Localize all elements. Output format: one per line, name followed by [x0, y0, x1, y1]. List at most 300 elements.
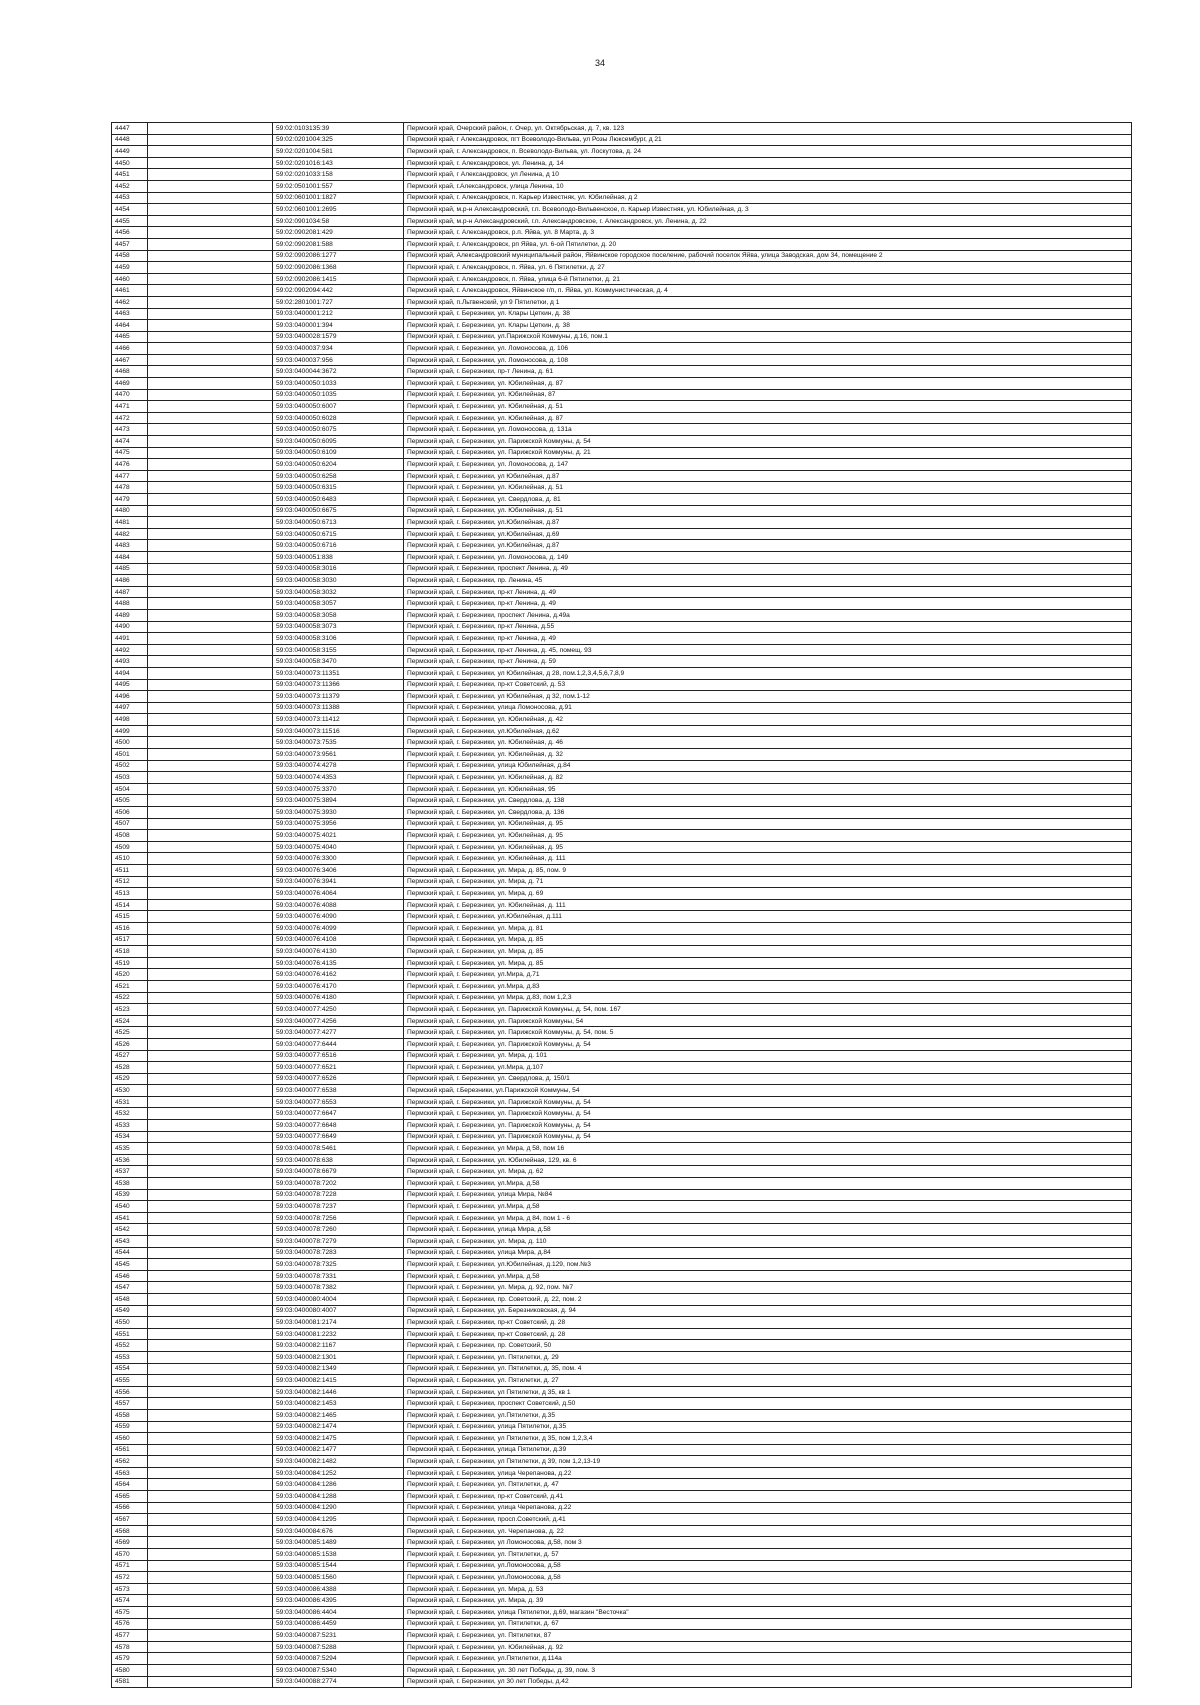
address-cell: Пермский край, г. Березники, пр-кт Ленина, д. 45, помещ. 93: [404, 644, 1132, 656]
address-cell: Пермский край, г. Березники, ул. Пятилетки, д. 35, пом. 4: [404, 1363, 1132, 1375]
address-cell: Пермский край, г. Березники, пр-кт Советский, д. 28: [404, 1328, 1132, 1340]
blank-cell: [148, 1120, 273, 1132]
row-number-cell: 4475: [112, 447, 148, 459]
table-row: [112, 1375, 1132, 1387]
cadastral-number-cell: 59:03:0400086:4395: [273, 1595, 404, 1607]
address-cell: Пермский край, г Александровск, ул Ленина, д 10: [404, 169, 1132, 181]
row-number-cell: 4467: [112, 354, 148, 366]
table-row: [112, 1491, 1132, 1503]
address-cell: Пермский край, г. Березники, ул. Парижской Коммуны, д. 54: [404, 1096, 1132, 1108]
address-cell: Пермский край, г. Александровск, п. Всеволодо-Вильва, ул. Лоскутова, д. 24: [404, 146, 1132, 158]
table-row: [112, 1166, 1132, 1178]
cadastral-number-cell: 59:02:0902094:442: [273, 285, 404, 297]
blank-cell: [148, 354, 273, 366]
table-row: [112, 633, 1132, 645]
blank-cell: [148, 1607, 273, 1619]
row-number-cell: 4481: [112, 517, 148, 529]
cadastral-number-cell: 59:03:0400088:2774: [273, 1676, 404, 1688]
row-number-cell: 4504: [112, 783, 148, 795]
row-number-cell: 4559: [112, 1421, 148, 1433]
row-number-cell: 4523: [112, 1004, 148, 1016]
blank-cell: [148, 1096, 273, 1108]
blank-cell: [148, 192, 273, 204]
table-row: [112, 1421, 1132, 1433]
address-cell: Пермский край, г. Березники, пр-кт Советский, д. 53: [404, 679, 1132, 691]
table-row: [112, 1363, 1132, 1375]
address-cell: Пермский край, г. Березники, ул.Мира, д.58: [404, 1201, 1132, 1213]
cadastral-number-cell: 59:03:0400080:4007: [273, 1305, 404, 1317]
row-number-cell: 4542: [112, 1224, 148, 1236]
blank-cell: [148, 436, 273, 448]
table-row: [112, 876, 1132, 888]
blank-cell: [148, 934, 273, 946]
address-cell: Пермский край, г. Березники, ул Юбилейная, д.87: [404, 470, 1132, 482]
blank-cell: [148, 1363, 273, 1375]
blank-cell: [148, 980, 273, 992]
table-row: [112, 262, 1132, 274]
blank-cell: [148, 1340, 273, 1352]
row-number-cell: 4468: [112, 366, 148, 378]
row-number-cell: 4530: [112, 1085, 148, 1097]
address-cell: Пермский край, г. Березники, ул Пятилетки, д 35, кв 1: [404, 1386, 1132, 1398]
row-number-cell: 4562: [112, 1456, 148, 1468]
blank-cell: [148, 644, 273, 656]
cadastral-number-cell: 59:02:2801001:727: [273, 296, 404, 308]
table-row: [112, 482, 1132, 494]
address-cell: Пермский край, г. Березники, ул. Парижской Коммуны, д. 54, пом. 167: [404, 1004, 1132, 1016]
table-row: [112, 702, 1132, 714]
cadastral-number-cell: 59:03:0400086:4459: [273, 1618, 404, 1630]
table-row: [112, 470, 1132, 482]
blank-cell: [148, 482, 273, 494]
row-number-cell: 4538: [112, 1178, 148, 1190]
row-number-cell: 4496: [112, 691, 148, 703]
address-cell: Пермский край, г.Березники, ул.Парижской Коммуны, 54: [404, 1085, 1132, 1097]
address-cell: Пермский край, г. Березники, ул. Пятилетки, д. 47: [404, 1479, 1132, 1491]
blank-cell: [148, 1491, 273, 1503]
row-number-cell: 4453: [112, 192, 148, 204]
row-number-cell: 4495: [112, 679, 148, 691]
table-row: [112, 760, 1132, 772]
blank-cell: [148, 1015, 273, 1027]
table-row: [112, 1212, 1132, 1224]
row-number-cell: 4539: [112, 1189, 148, 1201]
cadastral-number-cell: 59:03:0400082:1446: [273, 1386, 404, 1398]
row-number-cell: 4473: [112, 424, 148, 436]
address-cell: Пермский край, г. Березники, ул. Мира, д. 53: [404, 1583, 1132, 1595]
cadastral-number-cell: 59:03:0400076:4162: [273, 969, 404, 981]
table-row: [112, 934, 1132, 946]
blank-cell: [148, 1027, 273, 1039]
row-number-cell: 4567: [112, 1514, 148, 1526]
table-row: [112, 1154, 1132, 1166]
blank-cell: [148, 865, 273, 877]
table-row: [112, 957, 1132, 969]
cadastral-number-cell: 59:03:0400086:4388: [273, 1583, 404, 1595]
table-row: [112, 1664, 1132, 1676]
blank-cell: [148, 1166, 273, 1178]
cadastral-number-cell: 59:03:0400078:7228: [273, 1189, 404, 1201]
table-row: [112, 378, 1132, 390]
address-cell: Пермский край, г. Березники, пр. Советский, д. 22, пом. 2: [404, 1293, 1132, 1305]
blank-cell: [148, 772, 273, 784]
blank-cell: [148, 1444, 273, 1456]
row-number-cell: 4476: [112, 459, 148, 471]
table-row: [112, 436, 1132, 448]
address-cell: Пермский край, г. Березники, ул. Юбилейная, д. 92: [404, 1641, 1132, 1653]
cadastral-number-cell: 59:03:0400076:4088: [273, 899, 404, 911]
table-row: [112, 714, 1132, 726]
blank-cell: [148, 123, 273, 135]
address-cell: Пермский край, г Александровск, пгт Всеволодо-Вильва, ул Розы Люксембург, д 21: [404, 134, 1132, 146]
address-cell: Пермский край, г. Березники, ул.Мира, д.58: [404, 1178, 1132, 1190]
row-number-cell: 4551: [112, 1328, 148, 1340]
blank-cell: [148, 424, 273, 436]
blank-cell: [148, 494, 273, 506]
cadastral-number-cell: 59:03:0400082:1453: [273, 1398, 404, 1410]
row-number-cell: 4487: [112, 586, 148, 598]
blank-cell: [148, 679, 273, 691]
address-cell: Пермский край, г. Березники, ул. Березниковская, д. 94: [404, 1305, 1132, 1317]
blank-cell: [148, 714, 273, 726]
blank-cell: [148, 888, 273, 900]
cadastral-number-cell: 59:03:0400076:4135: [273, 957, 404, 969]
address-cell: Пермский край, г. Березники, ул. Юбилейная, д. 95: [404, 818, 1132, 830]
row-number-cell: 4513: [112, 888, 148, 900]
table-row: [112, 807, 1132, 819]
row-number-cell: 4580: [112, 1664, 148, 1676]
table-row: [112, 1259, 1132, 1271]
table-row: [112, 494, 1132, 506]
blank-cell: [148, 1351, 273, 1363]
cadastral-number-cell: 59:03:0400077:4256: [273, 1015, 404, 1027]
blank-cell: [148, 1293, 273, 1305]
blank-cell: [148, 691, 273, 703]
row-number-cell: 4507: [112, 818, 148, 830]
table-row: [112, 830, 1132, 842]
cadastral-number-cell: 59:03:0400075:3370: [273, 783, 404, 795]
address-cell: Пермский край, г. Березники, ул. Пятилетки, 87: [404, 1630, 1132, 1642]
blank-cell: [148, 702, 273, 714]
table-row: [112, 1514, 1132, 1526]
blank-cell: [148, 134, 273, 146]
address-cell: Пермский край, Александровский муниципальный район, Яйвинское городское поселение, рабочий поселок Яйва, улица Заводская, дом 34, помещение 2: [404, 250, 1132, 262]
blank-cell: [148, 470, 273, 482]
address-cell: Пермский край, г. Березники, ул. Свердлова, д. 150/1: [404, 1073, 1132, 1085]
row-number-cell: 4449: [112, 146, 148, 158]
address-cell: Пермский край, г. Березники, ул. Пятилетки, д. 67: [404, 1618, 1132, 1630]
row-number-cell: 4509: [112, 841, 148, 853]
address-cell: Пермский край, г. Березники, проспект Советский, д.50: [404, 1398, 1132, 1410]
address-cell: Пермский край, г. Березники, ул.Мира, д.71: [404, 969, 1132, 981]
blank-cell: [148, 760, 273, 772]
table-row: [112, 598, 1132, 610]
blank-cell: [148, 1305, 273, 1317]
row-number-cell: 4450: [112, 157, 148, 169]
table-row: [112, 1676, 1132, 1688]
table-row: [112, 725, 1132, 737]
address-cell: Пермский край, г. Березники, улица Пятилетки, д.69, магазин "Весточка": [404, 1607, 1132, 1619]
address-cell: Пермский край, г. Березники, ул Мира, д.83, пом 1,2,3: [404, 992, 1132, 1004]
table-row: [112, 1641, 1132, 1653]
address-cell: Пермский край, г. Березники, ул. Парижской Коммуны, д. 54: [404, 436, 1132, 448]
address-cell: Пермский край, г. Березники, проспект Ленина, д.49а: [404, 609, 1132, 621]
cadastral-number-cell: 59:03:0400077:6526: [273, 1073, 404, 1085]
table-row: [112, 1178, 1132, 1190]
row-number-cell: 4478: [112, 482, 148, 494]
blank-cell: [148, 1317, 273, 1329]
blank-cell: [148, 528, 273, 540]
table-row: [112, 1328, 1132, 1340]
cadastral-number-cell: 59:03:0400075:3930: [273, 807, 404, 819]
row-number-cell: 4458: [112, 250, 148, 262]
table-row: [112, 285, 1132, 297]
address-cell: Пермский край, г. Березники, ул.Мира, д.83: [404, 980, 1132, 992]
blank-cell: [148, 273, 273, 285]
blank-cell: [148, 459, 273, 471]
blank-cell: [148, 1572, 273, 1584]
table-row: [112, 238, 1132, 250]
row-number-cell: 4553: [112, 1351, 148, 1363]
blank-cell: [148, 598, 273, 610]
row-number-cell: 4574: [112, 1595, 148, 1607]
blank-cell: [148, 1004, 273, 1016]
cadastral-number-cell: 59:03:0400076:4108: [273, 934, 404, 946]
address-cell: Пермский край, г. Березники, ул.Мира, д.58: [404, 1270, 1132, 1282]
address-cell: Пермский край, г. Березники, ул. Парижской Коммуны, 54: [404, 1015, 1132, 1027]
row-number-cell: 4526: [112, 1038, 148, 1050]
row-number-cell: 4536: [112, 1154, 148, 1166]
table-row: [112, 551, 1132, 563]
cadastral-number-cell: 59:03:0400075:4040: [273, 841, 404, 853]
blank-cell: [148, 1236, 273, 1248]
table-row: [112, 1062, 1132, 1074]
row-number-cell: 4470: [112, 389, 148, 401]
cadastral-number-cell: 59:03:0400087:5231: [273, 1630, 404, 1642]
cadastral-number-cell: 59:03:0400050:6715: [273, 528, 404, 540]
blank-cell: [148, 1618, 273, 1630]
table-row: [112, 679, 1132, 691]
blank-cell: [148, 227, 273, 239]
row-number-cell: 4549: [112, 1305, 148, 1317]
table-row: [112, 1201, 1132, 1213]
table-row: [112, 1583, 1132, 1595]
address-cell: Пермский край, г. Березники, ул. Мира, д. 85, пом. 9: [404, 865, 1132, 877]
address-cell: Пермский край, п.Льтвенский, ул 9 Пятилетки, д 1: [404, 296, 1132, 308]
row-number-cell: 4508: [112, 830, 148, 842]
table-row: [112, 946, 1132, 958]
cadastral-number-cell: 59:03:0400073:11379: [273, 691, 404, 703]
address-cell: Пермский край, г. Березники, просп.Советский, д.41: [404, 1514, 1132, 1526]
cadastral-number-cell: 59:03:0400050:6483: [273, 494, 404, 506]
table-row: [112, 980, 1132, 992]
table-row: [112, 818, 1132, 830]
table-row: [112, 1236, 1132, 1248]
cadastral-number-cell: 59:03:0400058:3073: [273, 621, 404, 633]
blank-cell: [148, 1050, 273, 1062]
blank-cell: [148, 366, 273, 378]
address-cell: Пермский край, г. Березники, улица Черепанова, д.22: [404, 1502, 1132, 1514]
row-number-cell: 4515: [112, 911, 148, 923]
address-cell: Пермский край, Очерский район, г. Очер, ул. Октябрьская, д. 7, кв. 123: [404, 123, 1132, 135]
table-row: [112, 505, 1132, 517]
row-number-cell: 4527: [112, 1050, 148, 1062]
row-number-cell: 4482: [112, 528, 148, 540]
table-row: [112, 1085, 1132, 1097]
blank-cell: [148, 447, 273, 459]
row-number-cell: 4572: [112, 1572, 148, 1584]
row-number-cell: 4488: [112, 598, 148, 610]
address-cell: Пермский край, г. Березники, ул. Мира, д. 62: [404, 1166, 1132, 1178]
table-row: [112, 1595, 1132, 1607]
cadastral-number-cell: 59:03:0400078:5461: [273, 1143, 404, 1155]
row-number-cell: 4540: [112, 1201, 148, 1213]
row-number-cell: 4564: [112, 1479, 148, 1491]
blank-cell: [148, 1595, 273, 1607]
address-cell: Пермский край, г. Березники, пр-кт Ленина, д. 59: [404, 656, 1132, 668]
cadastral-number-cell: 59:02:0902086:1277: [273, 250, 404, 262]
row-number-cell: 4554: [112, 1363, 148, 1375]
table-row: [112, 853, 1132, 865]
cadastral-number-cell: 59:03:0400058:3057: [273, 598, 404, 610]
blank-cell: [148, 853, 273, 865]
blank-cell: [148, 1178, 273, 1190]
blank-cell: [148, 1143, 273, 1155]
table-row: [112, 922, 1132, 934]
blank-cell: [148, 285, 273, 297]
address-cell: Пермский край, г. Березники, ул. Юбилейная, д. 111: [404, 899, 1132, 911]
row-number-cell: 4565: [112, 1491, 148, 1503]
blank-cell: [148, 505, 273, 517]
address-cell: Пермский край, г. Александровск, Яйвинское г/п, п. Яйва, ул. Коммунистическая, д. 4: [404, 285, 1132, 297]
row-number-cell: 4557: [112, 1398, 148, 1410]
blank-cell: [148, 1630, 273, 1642]
row-number-cell: 4466: [112, 343, 148, 355]
row-number-cell: 4460: [112, 273, 148, 285]
table-row: [112, 1120, 1132, 1132]
cadastral-number-cell: 59:02:0902081:429: [273, 227, 404, 239]
cadastral-number-cell: 59:02:0501001:557: [273, 180, 404, 192]
address-cell: Пермский край, г. Березники, пр-кт Советский, д. 28: [404, 1317, 1132, 1329]
address-cell: Пермский край, г. Березники, ул Мира, д 58, пом 16: [404, 1143, 1132, 1155]
table-row: [112, 1131, 1132, 1143]
table-row: [112, 656, 1132, 668]
table-row: [112, 1027, 1132, 1039]
blank-cell: [148, 795, 273, 807]
blank-cell: [148, 841, 273, 853]
table-row: [112, 1607, 1132, 1619]
blank-cell: [148, 1398, 273, 1410]
cadastral-number-cell: 59:03:0400077:6444: [273, 1038, 404, 1050]
blank-cell: [148, 320, 273, 332]
address-cell: Пермский край, г. Березники, ул. Мира, д. 85: [404, 946, 1132, 958]
row-number-cell: 4486: [112, 575, 148, 587]
blank-cell: [148, 1108, 273, 1120]
blank-cell: [148, 296, 273, 308]
blank-cell: [148, 262, 273, 274]
address-cell: Пермский край, г. Березники, ул. Клары Цеткин, д. 38: [404, 308, 1132, 320]
row-number-cell: 4569: [112, 1537, 148, 1549]
table-row: [112, 1282, 1132, 1294]
row-number-cell: 4576: [112, 1618, 148, 1630]
blank-cell: [148, 1502, 273, 1514]
cadastral-number-cell: 59:03:0400050:6713: [273, 517, 404, 529]
table-row: [112, 528, 1132, 540]
cadastral-number-cell: 59:03:0400084:1286: [273, 1479, 404, 1491]
cadastral-number-cell: 59:03:0400074:4353: [273, 772, 404, 784]
address-cell: Пермский край, г. Березники, ул. Пятилетки, д. 27: [404, 1375, 1132, 1387]
page-number: 34: [594, 58, 605, 68]
cadastral-number-cell: 59:03:0400082:1415: [273, 1375, 404, 1387]
blank-cell: [148, 250, 273, 262]
blank-cell: [148, 1201, 273, 1213]
address-cell: Пермский край, г. Березники, ул.Юбилейная, д.62: [404, 725, 1132, 737]
cadastral-number-cell: 59:03:0400075:3894: [273, 795, 404, 807]
row-number-cell: 4550: [112, 1317, 148, 1329]
cadastral-number-cell: 59:03:0400073:7535: [273, 737, 404, 749]
row-number-cell: 4469: [112, 378, 148, 390]
cadastral-number-cell: 59:03:0400086:4404: [273, 1607, 404, 1619]
table-row: [112, 273, 1132, 285]
cadastral-number-cell: 59:03:0400077:6538: [273, 1085, 404, 1097]
address-cell: Пермский край, г. Березники, ул.Юбилейная, д.87: [404, 540, 1132, 552]
blank-cell: [148, 922, 273, 934]
cadastral-number-cell: 59:03:0400075:4021: [273, 830, 404, 842]
blank-cell: [148, 343, 273, 355]
cadastral-number-cell: 59:03:0400085:1538: [273, 1549, 404, 1561]
address-cell: Пермский край, г. Александровск, п. Яйва, улица 6-й Пятилетки, д. 21: [404, 273, 1132, 285]
address-cell: Пермский край, г. Березники, ул Пятилетки, д 39, пом 1,2,13-19: [404, 1456, 1132, 1468]
cadastral-number-cell: 59:03:0400077:6521: [273, 1062, 404, 1074]
cadastral-number-cell: 59:03:0400082:1301: [273, 1351, 404, 1363]
row-number-cell: 4471: [112, 401, 148, 413]
cadastral-number-cell: 59:03:0400084:676: [273, 1525, 404, 1537]
address-cell: Пермский край, г. Березники, ул. Юбилейная, д. 95: [404, 830, 1132, 842]
blank-cell: [148, 551, 273, 563]
address-cell: Пермский край, г. Александровск, р.п. Яйва, ул. 8 Марта, д. 3: [404, 227, 1132, 239]
row-number-cell: 4558: [112, 1409, 148, 1421]
address-cell: Пермский край, г. Березники, ул. Юбилейная, д. 51: [404, 401, 1132, 413]
table-row: [112, 1525, 1132, 1537]
table-row: [112, 389, 1132, 401]
row-number-cell: 4447: [112, 123, 148, 135]
address-cell: Пермский край, г. Березники, ул. Юбилейная, д. 95: [404, 841, 1132, 853]
address-cell: Пермский край, г. Александровск, п. Яйва, ул. 6 Пятилетки, д. 27: [404, 262, 1132, 274]
table-row: [112, 1479, 1132, 1491]
blank-cell: [148, 633, 273, 645]
blank-cell: [148, 1653, 273, 1665]
table-row: [112, 1108, 1132, 1120]
row-number-cell: 4547: [112, 1282, 148, 1294]
row-number-cell: 4517: [112, 934, 148, 946]
table-row: [112, 1537, 1132, 1549]
cadastral-number-cell: 59:03:0400077:6647: [273, 1108, 404, 1120]
cadastral-number-cell: 59:03:0400050:6258: [273, 470, 404, 482]
address-cell: Пермский край, г. Березники, ул. Юбилейная, д. 51: [404, 505, 1132, 517]
row-number-cell: 4578: [112, 1641, 148, 1653]
table-row: [112, 1050, 1132, 1062]
blank-cell: [148, 146, 273, 158]
row-number-cell: 4465: [112, 331, 148, 343]
row-number-cell: 4571: [112, 1560, 148, 1572]
cadastral-number-cell: 59:03:0400058:3106: [273, 633, 404, 645]
table-row: [112, 1467, 1132, 1479]
cadastral-number-cell: 59:03:0400076:4064: [273, 888, 404, 900]
cadastral-number-cell: 59:03:0400044:3672: [273, 366, 404, 378]
blank-cell: [148, 1479, 273, 1491]
address-cell: Пермский край, г. Березники, ул.Ломоносова, д.58: [404, 1560, 1132, 1572]
row-number-cell: 4555: [112, 1375, 148, 1387]
